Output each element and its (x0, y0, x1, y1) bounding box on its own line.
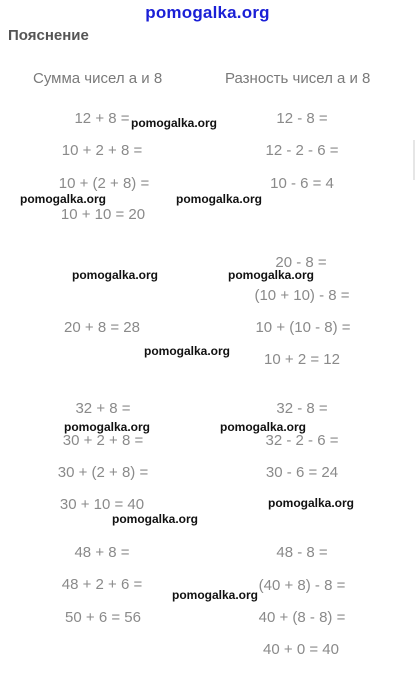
difference-equation: (40 + 8) - 8 = (258, 577, 346, 594)
sum-equation: 30 + (2 + 8) = (57, 464, 149, 481)
difference-equation: 20 - 8 = (275, 254, 327, 271)
sum-equation: 20 + 8 = 28 (64, 319, 140, 336)
sum-equation: 10 + 10 = 20 (60, 206, 146, 223)
sum-equation: 12 + 8 = (74, 110, 130, 127)
sum-equation: 48 + 8 = (74, 544, 130, 561)
difference-equation: 32 - 2 - 6 = (265, 432, 339, 449)
difference-equation: 32 - 8 = (276, 400, 328, 417)
page-title: Пояснение (8, 27, 89, 44)
difference-equation: 40 + (8 - 8) = (258, 609, 346, 626)
difference-equation: 10 - 6 = 4 (270, 175, 334, 192)
difference-equation: 10 + (10 - 8) = (255, 319, 351, 336)
watermark-text: pomogalka.org (176, 192, 263, 206)
column-header-sum: Сумма чисел а и 8 (33, 70, 163, 87)
difference-equation: 12 - 2 - 6 = (265, 142, 339, 159)
sum-equation: 30 + 2 + 8 = (62, 432, 144, 449)
sum-equation: 10 + 2 + 8 = (61, 142, 143, 159)
watermark-text: pomogalka.org (220, 420, 307, 434)
sum-equation: 30 + 10 = 40 (59, 496, 145, 513)
difference-equation: 10 + 2 = 12 (264, 351, 340, 368)
sum-equation: 50 + 6 = 56 (65, 609, 141, 626)
difference-equation: (10 + 10) - 8 = (254, 287, 350, 304)
sum-equation: 32 + 8 = (75, 400, 131, 417)
difference-equation: 48 - 8 = (276, 544, 328, 561)
site-header-logo[interactable]: pomogalka.org (145, 3, 270, 22)
difference-equation: 30 - 6 = 24 (265, 464, 339, 481)
watermark-text: pomogalka.org (144, 344, 231, 358)
sum-equation: 10 + (2 + 8) = (58, 175, 150, 192)
watermark-text: pomogalka.org (112, 512, 199, 526)
difference-equation: 12 - 8 = (276, 110, 328, 127)
watermark-text: pomogalka.org (72, 268, 159, 282)
sum-equation: 48 + 2 + 6 = (61, 576, 143, 593)
watermark-text: pomogalka.org (268, 496, 355, 510)
watermark-text: pomogalka.org (131, 116, 218, 130)
watermark-text: pomogalka.org (228, 268, 315, 282)
watermark-text: pomogalka.org (64, 420, 151, 434)
column-header-difference: Разность чисел а и 8 (225, 70, 371, 87)
watermark-text: pomogalka.org (172, 588, 259, 602)
watermark-text: pomogalka.org (20, 192, 107, 206)
difference-equation: 40 + 0 = 40 (263, 641, 339, 658)
